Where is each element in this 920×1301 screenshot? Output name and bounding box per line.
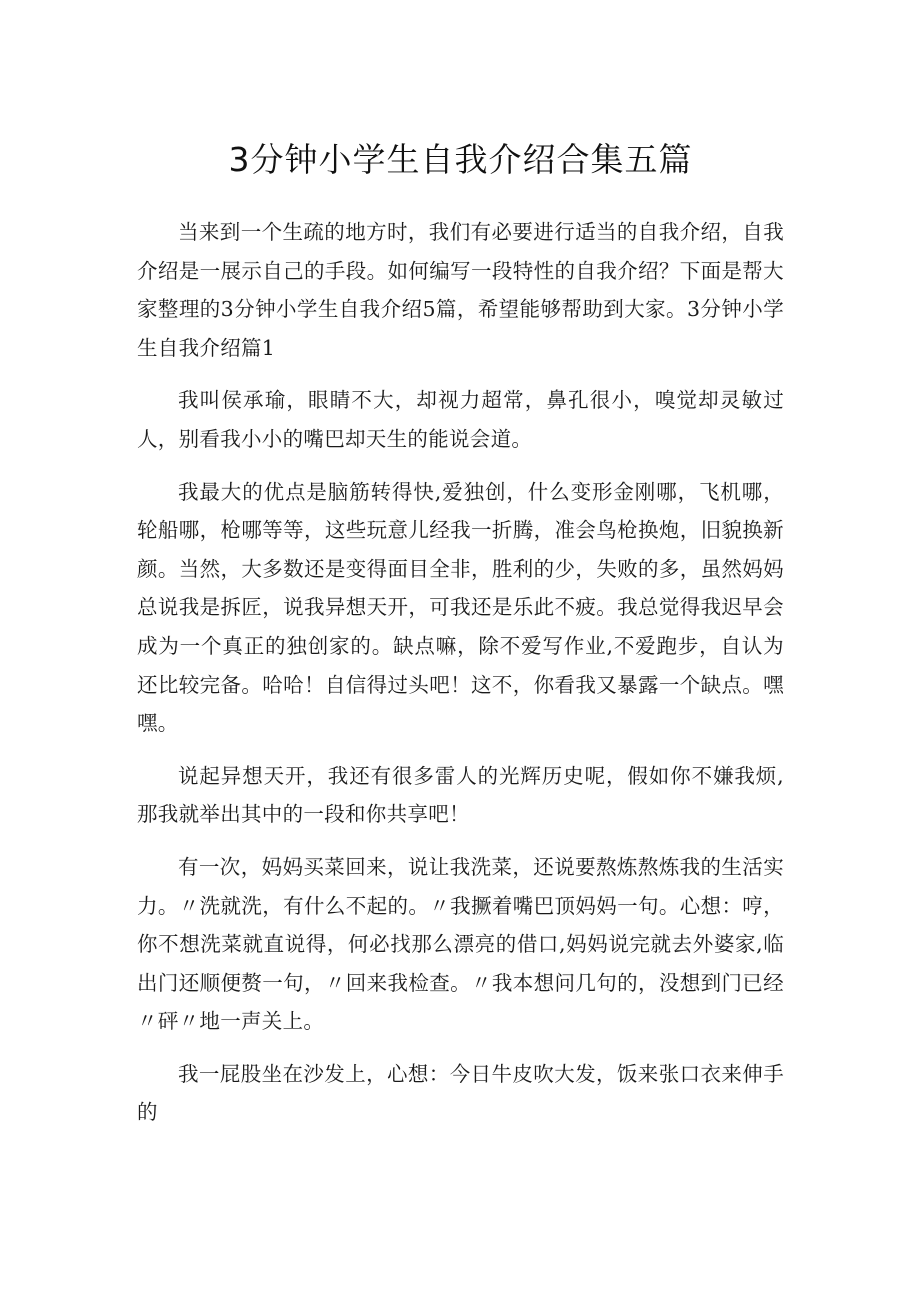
document-body xyxy=(137,213,784,1132)
paragraph-sofa: 我一屁股坐在沙发上，心想：今日牛皮吹大发，饭来张口衣来伸手的 xyxy=(137,1061,784,1125)
paragraph-washing-vegetables: 有一次，妈妈买菜回来，说让我洗菜，还说要熬炼熬炼我的生活实力。〃洗就洗，有什么不起的。〃我撅着嘴巴顶妈妈一句。心想：哼，你不想洗菜就直说得，何必找那么漂亮的借口,妈妈说完就去外婆家,临出门还顺便赘一句，〃回来我检查。〃我本想问几句的，没想到门已经〃砰〃地一声关上。 xyxy=(137,854,784,1034)
document-title: 3分钟小学生自我介绍合集五篇 xyxy=(228,140,693,179)
paragraph-history: 说起异想天开，我还有很多雷人的光辉历史呢，假如你不嫌我烦,那我就举出其中的一段和你共享吧！ xyxy=(137,763,784,827)
paragraph-intro: 当来到一个生疏的地方时，我们有必要进行适当的自我介绍，自我介绍是一展示自己的手段。如何编写一段特性的自我介绍？下面是帮大家整理的3分钟小学生自我介绍5篇，希望能够帮助到大家。3分钟小学生自我介绍篇1 xyxy=(137,220,784,360)
paragraph-strengths: 我最大的优点是脑筋转得快,爱独创，什么变形金刚哪，飞机哪，轮船哪，枪哪等等，这些玩意儿经我一折腾，准会鸟枪换炮，旧貌换新颜。当然，大多数还是变得面目全非，胜利的少，失败的多，虽然妈妈总说我是拆匠，说我异想天开，可我还是乐此不疲。我总觉得我迟早会成为一个真正的独创家的。缺点嘛，除不爱写作业,不爱跑步，自认为还比较完备。哈哈！自信得过头吧！这不，你看我又暴露一个缺点。嘿嘿。 xyxy=(137,479,784,736)
paragraph-name: 我叫侯承瑜，眼睛不大，却视力超常，鼻孔很小，嗅觉却灵敏过人，别看我小小的嘴巴却天生的能说会道。 xyxy=(137,388,784,451)
